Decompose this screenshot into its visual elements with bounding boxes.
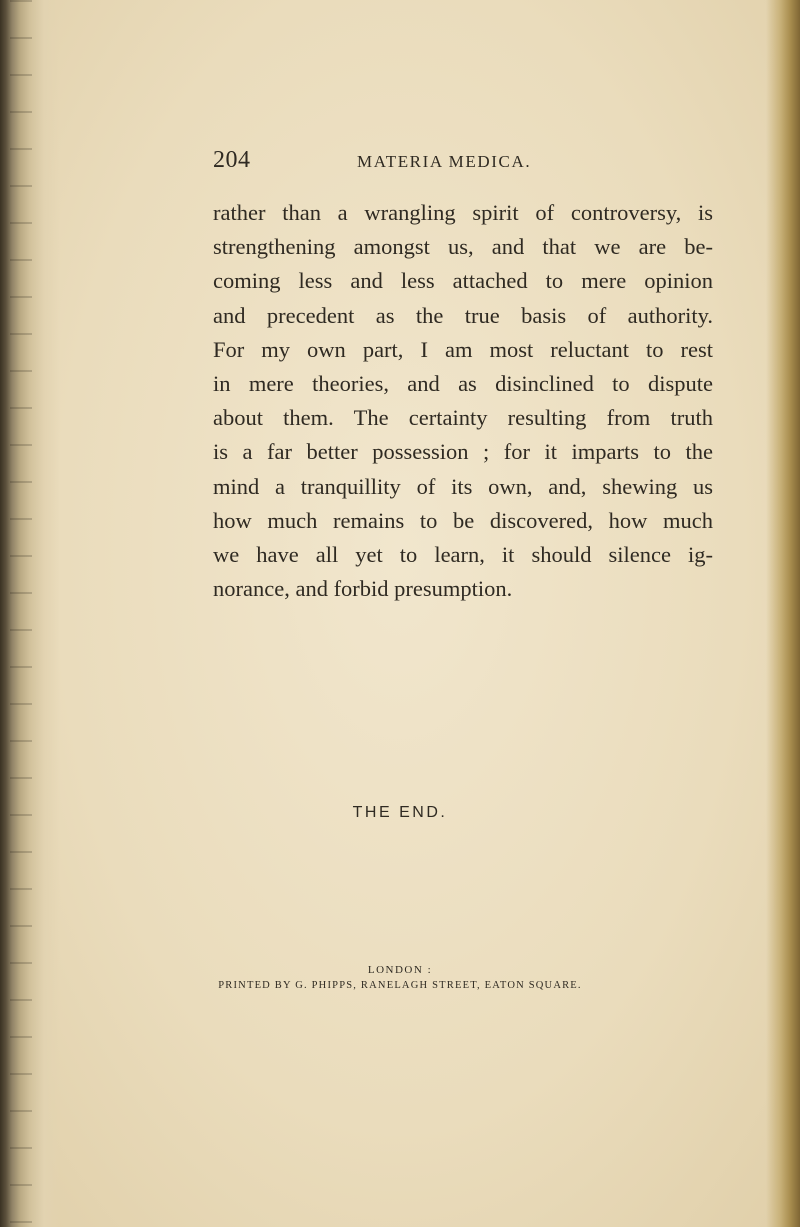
page-number: 204 <box>213 147 251 173</box>
binding-stitching <box>10 0 32 1227</box>
text-line: coming less and less attached to mere opinion <box>213 268 713 294</box>
text-line: mind a tranquillity of its own, and, shewing us <box>213 473 713 499</box>
text-line: how much remains to be discovered, how much <box>213 507 713 533</box>
text-line: in mere theories, and as disinclined to dispute <box>213 371 713 397</box>
text-line: is a far better possession ; for it imparts to the <box>213 439 713 465</box>
running-head: MATERIA MEDICA. <box>357 152 532 171</box>
text-line: For my own part, I am most reluctant to rest <box>213 336 713 362</box>
text-line-last: norance, and forbid presumption. <box>213 576 513 602</box>
imprint-printer: PRINTED BY G. PHIPPS, RANELAGH STREET, EATON SQUARE. <box>218 980 582 991</box>
imprint-city: LONDON : <box>367 964 433 976</box>
end-mark: THE END. <box>352 804 448 821</box>
text-line: about them. The certainty resulting from truth <box>213 405 713 431</box>
page-edge-stain <box>766 0 800 1227</box>
text-line: rather than a wrangling spirit of controversy, is <box>213 200 713 225</box>
page-header <box>213 147 613 181</box>
text-line: strengthening amongst us, and that we are be- <box>213 234 713 260</box>
body-paragraph <box>213 196 713 606</box>
text-line: we have all yet to learn, it should silence ig- <box>213 542 713 568</box>
text-line: and precedent as the true basis of authority. <box>213 302 713 328</box>
